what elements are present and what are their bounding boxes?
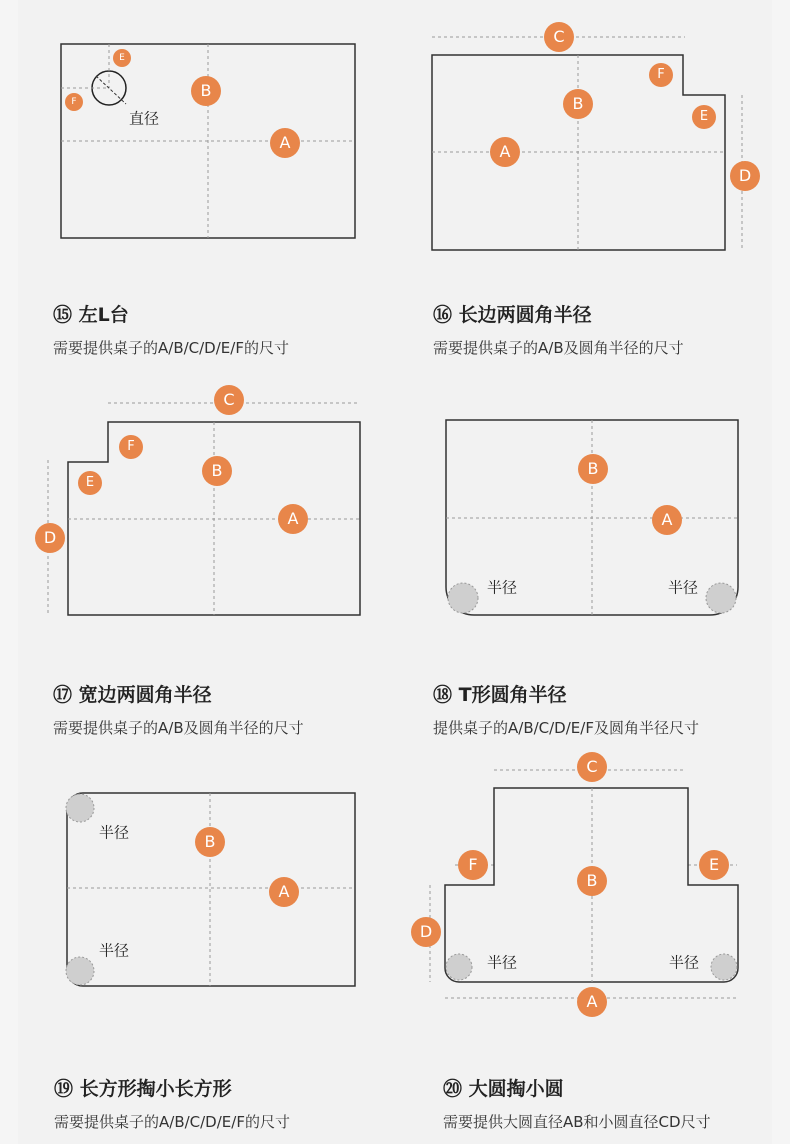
badge-c: C xyxy=(544,22,574,52)
diagram-19 xyxy=(18,760,395,1030)
badge-f: F xyxy=(65,93,83,111)
panel-desc: 需要提供桌子的A/B/C/D/E/F的尺寸 xyxy=(54,1113,290,1131)
corner-radius-top xyxy=(66,794,94,822)
diagram-18 xyxy=(395,380,772,650)
diagram-17 xyxy=(18,380,395,650)
badge-f: F xyxy=(458,850,488,880)
badge-b: B xyxy=(202,456,232,486)
panel-desc: 需要提供桌子的A/B及圆角半径的尺寸 xyxy=(433,339,684,357)
panel-15 xyxy=(18,0,395,380)
badge-d: D xyxy=(730,161,760,191)
panel-number: ⑲ xyxy=(54,1078,74,1100)
badge-a: A xyxy=(270,128,300,158)
panel-number: ⑯ xyxy=(433,304,453,326)
badge-a: A xyxy=(269,877,299,907)
caption-19 xyxy=(54,1074,290,1132)
diagram-16 xyxy=(395,0,772,270)
badge-a: A xyxy=(577,987,607,1017)
panel-desc: 需要提供桌子的A/B及圆角半径的尺寸 xyxy=(53,719,304,737)
badge-c: C xyxy=(577,752,607,782)
panel-title: 长边两圆角半径 xyxy=(458,304,592,326)
radius-label-left: 半径 xyxy=(486,953,518,972)
badge-f: F xyxy=(119,435,143,459)
panel-17 xyxy=(18,380,395,760)
panel-title: 宽边两圆角半径 xyxy=(78,684,212,706)
badge-e: E xyxy=(692,105,716,129)
panel-number: ⑳ xyxy=(443,1078,463,1100)
panel-title: T形圆角半径 xyxy=(458,684,567,706)
panel-16 xyxy=(395,0,772,380)
caption-20 xyxy=(443,1074,711,1132)
caption-17 xyxy=(53,680,304,738)
badge-e: E xyxy=(699,850,729,880)
badge-c: C xyxy=(214,385,244,415)
radius-label-top: 半径 xyxy=(98,823,130,842)
corner-radius-left xyxy=(448,583,478,613)
radius-label-bottom: 半径 xyxy=(98,941,130,960)
caption-15 xyxy=(53,300,289,358)
radius-label-right: 半径 xyxy=(668,953,700,972)
page xyxy=(18,0,772,1144)
badge-b: B xyxy=(195,827,225,857)
panel-number: ⑰ xyxy=(53,684,73,706)
badge-b: B xyxy=(577,866,607,896)
panel-title: 大圆掏小圆 xyxy=(468,1078,564,1100)
badge-b: B xyxy=(578,454,608,484)
badge-e: E xyxy=(78,471,102,495)
badge-b: B xyxy=(563,89,593,119)
badge-a: A xyxy=(652,505,682,535)
badge-a: A xyxy=(490,137,520,167)
panel-desc: 提供桌子的A/B/C/D/E/F及圆角半径尺寸 xyxy=(433,719,699,737)
panel-number: ⑮ xyxy=(53,304,73,326)
caption-18 xyxy=(433,680,699,738)
panel-desc: 需要提供大圆直径AB和小圆直径CD尺寸 xyxy=(443,1113,711,1131)
badge-a: A xyxy=(278,504,308,534)
corner-radius-right xyxy=(711,954,737,980)
diameter-label: 直径 xyxy=(128,109,160,128)
badge-d: D xyxy=(411,917,441,947)
corner-radius-bottom xyxy=(66,957,94,985)
panel-19 xyxy=(18,760,395,1144)
diagram-15 xyxy=(18,0,395,270)
panel-desc: 需要提供桌子的A/B/C/D/E/F的尺寸 xyxy=(53,339,289,357)
radius-label-left: 半径 xyxy=(486,578,518,597)
corner-radius-right xyxy=(706,583,736,613)
panel-title: 长方形掏小长方形 xyxy=(79,1078,232,1100)
badge-f: F xyxy=(649,63,673,87)
panel-20 xyxy=(395,757,772,1144)
radius-label-right: 半径 xyxy=(667,578,699,597)
panel-18 xyxy=(395,380,772,760)
badge-b: B xyxy=(191,76,221,106)
caption-16 xyxy=(433,300,684,358)
corner-radius-left xyxy=(446,954,472,980)
badge-e: E xyxy=(113,49,131,67)
panel-number: ⑱ xyxy=(433,684,453,706)
panel-title: 左L台 xyxy=(78,304,129,326)
badge-d: D xyxy=(35,523,65,553)
